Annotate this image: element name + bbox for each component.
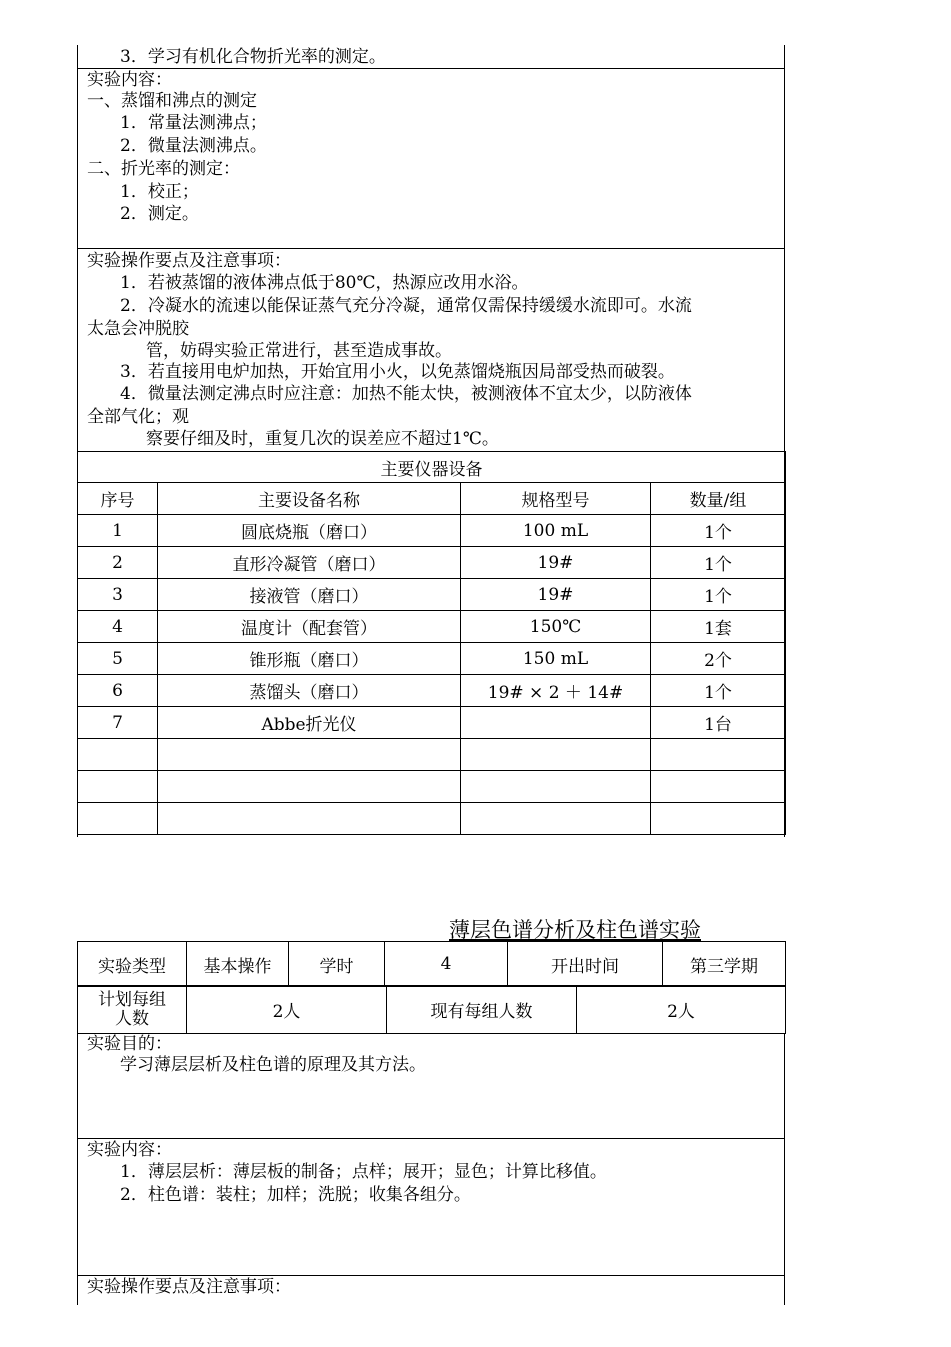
notes-line: 4．微量法测定沸点时应注意：加热不能太快，被测液体不宜太少，以防液体 — [120, 384, 692, 404]
table-cell: 1台 — [651, 707, 786, 739]
content-line: 二、折光率的测定： — [87, 159, 240, 179]
table-row — [78, 547, 786, 579]
equipment-table — [77, 451, 786, 835]
info-cell: 实验类型 — [78, 942, 187, 987]
table-cell — [461, 707, 651, 739]
objective-line: 3．学习有机化合物折光率的测定。 — [120, 47, 386, 67]
content-heading: 实验内容： — [87, 70, 172, 90]
header-cell: 规格型号 — [461, 483, 651, 515]
notes-heading: 实验操作要点及注意事项： — [87, 251, 291, 271]
table-cell: 蒸馏头（磨口） — [158, 675, 461, 707]
table-row — [78, 611, 786, 643]
table-row — [78, 579, 786, 611]
content-line: 1．校正； — [120, 182, 199, 202]
divider — [77, 248, 785, 249]
planned-group-label: 计划每组人数 — [78, 986, 187, 1034]
table-cell — [461, 803, 651, 835]
table-cell: 接液管（磨口） — [158, 579, 461, 611]
table-cell: 19# — [461, 547, 651, 579]
table-cell: 6 — [78, 675, 158, 707]
notes-heading: 实验操作要点及注意事项： — [87, 1277, 291, 1297]
planned-group-value: 2人 — [187, 986, 387, 1034]
table-cell: 温度计（配套管） — [158, 611, 461, 643]
divider — [77, 1275, 785, 1276]
current-group-label: 现有每组人数 — [387, 986, 577, 1034]
info-cell: 开出时间 — [508, 942, 663, 987]
table-cell: 100 mL — [461, 515, 651, 547]
table-cell: 1个 — [651, 675, 786, 707]
info-cell: 学时 — [289, 942, 385, 987]
table-cell — [461, 771, 651, 803]
info-table-row2 — [77, 985, 786, 1034]
notes-line: 察要仔细及时，重复几次的误差应不超过1℃。 — [146, 429, 499, 449]
section-title-underlined: 薄层色谱分析及柱色谱 — [449, 918, 659, 942]
info-cell: 基本操作 — [187, 942, 289, 987]
table-cell: 1 — [78, 515, 158, 547]
table-cell: 19# × 2 ＋ 14# — [461, 675, 651, 707]
table-cell: 4 — [78, 611, 158, 643]
notes-line: 全部气化；观 — [87, 407, 189, 427]
header-cell: 序号 — [78, 483, 158, 515]
divider — [77, 68, 785, 69]
header-cell: 主要设备名称 — [158, 483, 461, 515]
table-cell: 1套 — [651, 611, 786, 643]
table-cell: 1个 — [651, 515, 786, 547]
header-cell: 数量/组 — [651, 483, 786, 515]
notes-line: 3．若直接用电炉加热，开始宜用小火，以免蒸馏烧瓶因局部受热而破裂。 — [120, 362, 675, 382]
table-cell: 7 — [78, 707, 158, 739]
table-cell — [78, 739, 158, 771]
table-cell: 150℃ — [461, 611, 651, 643]
table-cell: 直形冷凝管（磨口） — [158, 547, 461, 579]
section-title — [449, 914, 701, 944]
current-group-value: 2人 — [577, 986, 786, 1034]
content-heading: 实验内容： — [87, 1140, 172, 1160]
table-cell — [78, 771, 158, 803]
table-cell: 锥形瓶（磨口） — [158, 643, 461, 675]
bottom-left-border — [77, 1033, 78, 1305]
notes-line: 管，妨碍实验正常进行，甚至造成事故。 — [146, 341, 452, 361]
content-line: 1．常量法测沸点； — [120, 113, 267, 133]
table-cell — [651, 739, 786, 771]
table-cell — [158, 803, 461, 835]
info-cell: 第三学期 — [663, 942, 786, 987]
table-cell: Abbe折光仪 — [158, 707, 461, 739]
table-cell: 5 — [78, 643, 158, 675]
table-cell — [78, 803, 158, 835]
content-line: 1．薄层层析：薄层板的制备；点样；展开；显色；计算比移值。 — [120, 1162, 607, 1182]
table-row — [78, 643, 786, 675]
content-line: 2．柱色谱：装柱；加样；洗脱；收集各组分。 — [120, 1185, 471, 1205]
table-cell: 1个 — [651, 579, 786, 611]
table-row — [78, 515, 786, 547]
table-cell — [651, 771, 786, 803]
table-cell: 圆底烧瓶（磨口） — [158, 515, 461, 547]
objective-line: 学习薄层层析及柱色谱的原理及其方法。 — [120, 1055, 426, 1075]
table-row — [78, 803, 786, 835]
table-cell — [158, 771, 461, 803]
table-row — [78, 739, 786, 771]
table-cell: 2 — [78, 547, 158, 579]
divider — [77, 1138, 785, 1139]
objective-heading: 实验目的： — [87, 1034, 172, 1054]
section-title-tail: 实验 — [659, 918, 701, 942]
table-row — [78, 771, 786, 803]
content-line: 2．测定。 — [120, 204, 199, 224]
table-cell: 2个 — [651, 643, 786, 675]
table-cell — [158, 739, 461, 771]
equipment-title: 主要仪器设备 — [78, 452, 786, 483]
content-line: 2．微量法测沸点。 — [120, 136, 267, 156]
notes-line: 1．若被蒸馏的液体沸点低于80℃，热源应改用水浴。 — [120, 273, 529, 293]
bottom-right-border — [784, 1033, 785, 1305]
info-cell: 4 — [385, 942, 508, 987]
notes-line: 2．冷凝水的流速以能保证蒸气充分冷凝，通常仅需保持缓缓水流即可。水流 — [120, 296, 692, 316]
table-cell — [651, 803, 786, 835]
table-cell: 150 mL — [461, 643, 651, 675]
content-line: 一、蒸馏和沸点的测定 — [87, 91, 257, 111]
table-cell — [461, 739, 651, 771]
table-cell: 1个 — [651, 547, 786, 579]
table-cell: 3 — [78, 579, 158, 611]
table-cell: 19# — [461, 579, 651, 611]
info-table-row1 — [77, 941, 786, 987]
table-row — [78, 675, 786, 707]
notes-line: 太急会冲脱胶 — [87, 319, 189, 339]
table-row — [78, 707, 786, 739]
